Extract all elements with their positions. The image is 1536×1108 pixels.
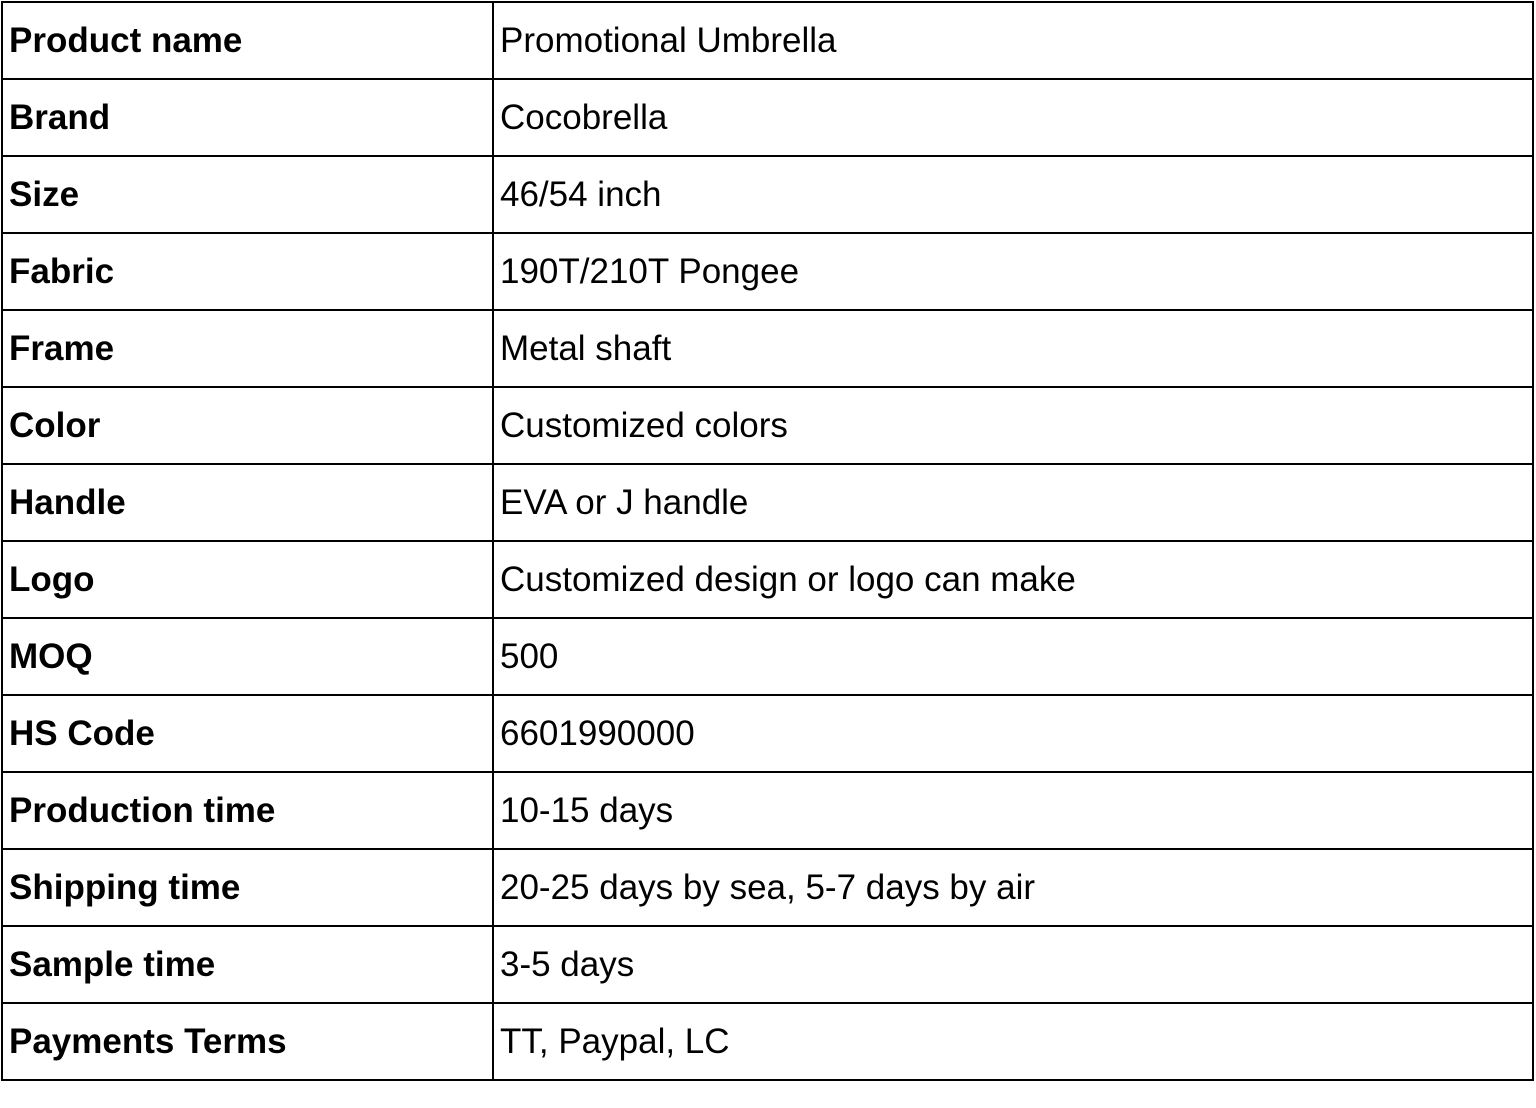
table-row: [2, 2, 1533, 79]
table-row: [2, 618, 1533, 695]
row-label: Logo: [2, 541, 493, 618]
table-row: [2, 464, 1533, 541]
row-value: Cocobrella: [493, 79, 1533, 156]
row-label: Size: [2, 156, 493, 233]
row-label: Product name: [2, 2, 493, 79]
table-row: [2, 772, 1533, 849]
row-value: Customized design or logo can make: [493, 541, 1533, 618]
row-label: Payments Terms: [2, 1003, 493, 1080]
row-value: 6601990000: [493, 695, 1533, 772]
table-row: [2, 541, 1533, 618]
row-value: Metal shaft: [493, 310, 1533, 387]
table-row: [2, 1003, 1533, 1080]
row-label: Sample time: [2, 926, 493, 1003]
product-spec-table: [1, 1, 1534, 1081]
table-row: [2, 233, 1533, 310]
row-label: Brand: [2, 79, 493, 156]
table-row: [2, 310, 1533, 387]
row-label: Frame: [2, 310, 493, 387]
row-value: EVA or J handle: [493, 464, 1533, 541]
row-value: 10-15 days: [493, 772, 1533, 849]
row-label: Handle: [2, 464, 493, 541]
table-row: [2, 849, 1533, 926]
row-label: Fabric: [2, 233, 493, 310]
table-row: [2, 695, 1533, 772]
row-label: Shipping time: [2, 849, 493, 926]
row-value: Promotional Umbrella: [493, 2, 1533, 79]
row-value: 190T/210T Pongee: [493, 233, 1533, 310]
table-row: [2, 156, 1533, 233]
row-label: Color: [2, 387, 493, 464]
table-row: [2, 79, 1533, 156]
row-value: TT, Paypal, LC: [493, 1003, 1533, 1080]
table-row: [2, 926, 1533, 1003]
row-label: MOQ: [2, 618, 493, 695]
row-value: Customized colors: [493, 387, 1533, 464]
row-value: 46/54 inch: [493, 156, 1533, 233]
table-row: [2, 387, 1533, 464]
row-label: Production time: [2, 772, 493, 849]
row-label: HS Code: [2, 695, 493, 772]
row-value: 500: [493, 618, 1533, 695]
row-value: 20-25 days by sea, 5-7 days by air: [493, 849, 1533, 926]
row-value: 3-5 days: [493, 926, 1533, 1003]
